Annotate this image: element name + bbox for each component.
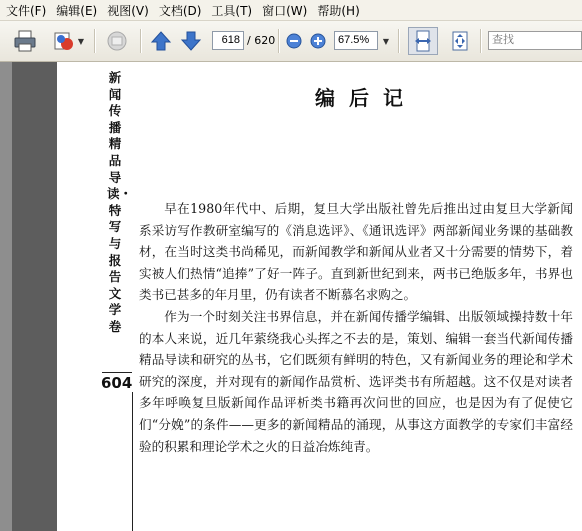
- toolbar-divider: [480, 29, 482, 53]
- menu-help[interactable]: 帮助(H): [317, 3, 360, 18]
- comment-button[interactable]: [102, 27, 132, 55]
- toolbar-divider: [140, 29, 142, 53]
- next-page-button[interactable]: [178, 27, 204, 55]
- fit-width-icon: [413, 30, 433, 52]
- paragraph: 作为一个时刻关注书界信息，并在新闻传播学编辑、出版领域操持数十年的本人来说，近几年萦绕我心头挥之不去的是，策划、编辑一套当代新闻传播精品导读和研究的丛书，它们既须有鲜明的特色，又有新闻业务的理论和学术研究的深度，并对现有的新闻作品赏析、选评类书有所超越。这不仅是对读者多年呼唤复旦版新闻作品评析类书籍再次问世的回应，也是因为有了促使它们“分娩”的条件——更多的新闻精品的涌现，从事这方面教学的专家们丰富经验的积累和理论学术之火的日益冶炼纯青。: [139, 308, 573, 454]
- previous-page-button[interactable]: [148, 27, 174, 55]
- toolbar: [0, 21, 582, 62]
- zoom-in-icon: [310, 33, 326, 49]
- zoom-out-button[interactable]: [284, 27, 304, 55]
- toolbar-divider: [278, 29, 280, 53]
- menu-view[interactable]: 视图(V): [107, 3, 149, 18]
- document-background: [12, 62, 57, 531]
- article-body: [139, 198, 573, 457]
- navigation-pane[interactable]: [0, 62, 12, 531]
- menu-tools[interactable]: 工具(T): [211, 3, 253, 18]
- page-number-input[interactable]: [212, 31, 244, 50]
- zoom-out-icon: [286, 33, 302, 49]
- menu-edit[interactable]: 编辑(E): [56, 3, 98, 18]
- zoom-input[interactable]: [334, 31, 378, 50]
- printer-icon: [13, 30, 37, 52]
- page-number: 604: [101, 374, 133, 392]
- chevron-down-icon: ▼: [77, 36, 85, 46]
- document-page: [57, 62, 582, 531]
- page-title: 编后记: [315, 86, 417, 110]
- zoom-in-button[interactable]: [308, 27, 328, 55]
- paragraph: 早在1980年代中、后期，复旦大学出版社曾先后推出过由复旦大学新闻系采访写作教研室编写的《消息选评》、《通讯选评》两部新闻业务课的基础教材，在当时这类书尚稀见，而新闻教学和新闻从业者又十分需要的情势下，着实被人们热情“追捧”了好一阵子。直到新世纪到来，两书已绝版多年，书界也类书已甚多的年月里，仍有读者不断慕名求购之。: [139, 201, 573, 303]
- fit-width-button[interactable]: [408, 27, 438, 55]
- menu-bar: [0, 0, 582, 21]
- share-icon: [52, 30, 78, 52]
- share-button[interactable]: [48, 27, 88, 55]
- menu-window[interactable]: 窗口(W): [262, 3, 308, 18]
- zoom-dropdown-button[interactable]: [380, 27, 392, 55]
- arrow-up-icon: [150, 30, 172, 52]
- total-pages: / 620: [247, 34, 276, 47]
- toolbar-divider: [94, 29, 96, 53]
- chevron-down-icon: ▼: [382, 36, 390, 46]
- print-button[interactable]: [10, 27, 40, 55]
- fit-page-button[interactable]: [446, 27, 474, 55]
- arrow-down-icon: [180, 30, 202, 52]
- search-input[interactable]: [488, 31, 582, 50]
- running-header: 新闻传播精品导读・特写与报告文学卷: [107, 70, 133, 334]
- comment-icon: [105, 30, 129, 52]
- page-number-rule: [102, 372, 132, 373]
- menu-file[interactable]: 文件(F): [6, 3, 47, 18]
- menu-document[interactable]: 文档(D): [158, 3, 202, 18]
- fit-page-icon: [450, 30, 470, 52]
- toolbar-divider: [398, 29, 400, 53]
- margin-rule: [132, 392, 133, 531]
